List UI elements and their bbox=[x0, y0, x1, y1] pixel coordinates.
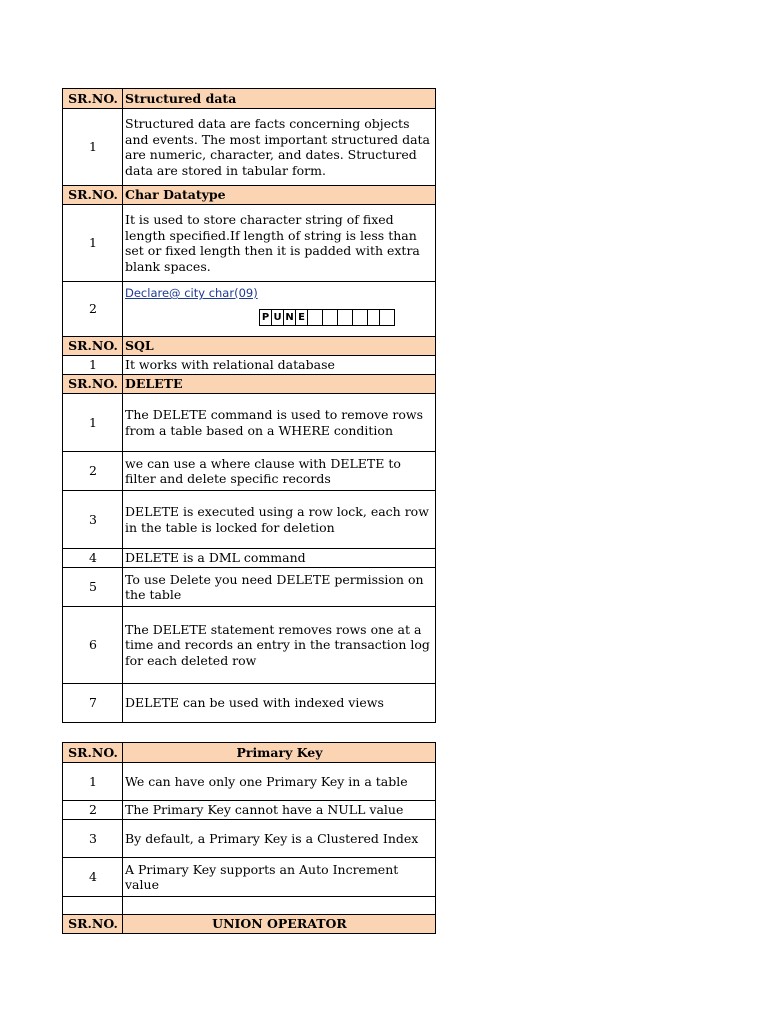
row-number[interactable]: 2 bbox=[63, 801, 123, 820]
section-header-primary-key bbox=[63, 743, 436, 763]
sr-no-header[interactable]: SR.NO. bbox=[63, 186, 123, 205]
sr-no-header[interactable]: SR.NO. bbox=[63, 337, 123, 356]
row-text[interactable]: DELETE can be used with indexed views bbox=[123, 684, 436, 723]
table-row bbox=[63, 684, 436, 723]
table-row bbox=[63, 858, 436, 897]
section-header-char-datatype bbox=[63, 186, 436, 205]
row-number[interactable]: 1 bbox=[63, 356, 123, 375]
char-cell: P bbox=[259, 309, 272, 326]
section-title[interactable]: Char Datatype bbox=[123, 186, 436, 205]
row-text[interactable]: To use Delete you need DELETE permission on the table bbox=[123, 568, 436, 607]
table-row bbox=[63, 763, 436, 801]
table-row bbox=[63, 356, 436, 375]
row-text[interactable]: The DELETE command is used to remove rows from a table based on a WHERE condition bbox=[123, 394, 436, 452]
table-row bbox=[63, 607, 436, 684]
table-row bbox=[63, 205, 436, 282]
char-cell bbox=[307, 309, 323, 326]
row-text[interactable]: Structured data are facts concerning objects and events. The most important structured data are numeric, character, and dates. Structured data are stored in tabular form. bbox=[123, 109, 436, 186]
section-title[interactable]: SQL bbox=[123, 337, 436, 356]
table-row bbox=[63, 109, 436, 186]
row-text[interactable]: The Primary Key cannot have a NULL value bbox=[123, 801, 436, 820]
table-row bbox=[63, 549, 436, 568]
sr-no-header[interactable]: SR.NO. bbox=[63, 375, 123, 394]
row-text[interactable]: We can have only one Primary Key in a table bbox=[123, 763, 436, 801]
row-text[interactable]: DELETE is a DML command bbox=[123, 549, 436, 568]
row-text[interactable]: A Primary Key supports an Auto Increment value bbox=[123, 858, 436, 897]
notes-table-2 bbox=[62, 742, 436, 934]
empty-cell[interactable] bbox=[123, 897, 436, 915]
char-cell bbox=[337, 309, 353, 326]
table-row bbox=[63, 820, 436, 858]
row-number[interactable]: 1 bbox=[63, 205, 123, 282]
section-header-delete bbox=[63, 375, 436, 394]
char-cell: E bbox=[295, 309, 308, 326]
section-title[interactable]: UNION OPERATOR bbox=[123, 915, 436, 934]
section-header-sql bbox=[63, 337, 436, 356]
table-row bbox=[63, 452, 436, 491]
row-text[interactable]: we can use a where clause with DELETE to filter and delete specific records bbox=[123, 452, 436, 491]
declare-example-text: Declare@ city char(09) bbox=[125, 286, 258, 300]
sr-no-header[interactable]: SR.NO. bbox=[63, 89, 123, 109]
row-number[interactable]: 1 bbox=[63, 109, 123, 186]
table-row bbox=[63, 568, 436, 607]
row-number[interactable]: 4 bbox=[63, 549, 123, 568]
row-text[interactable]: It is used to store character string of fixed length specified.If length of string is less than set or fixed length then it is padded with extra blank spaces. bbox=[123, 205, 436, 282]
sr-no-header[interactable]: SR.NO. bbox=[63, 915, 123, 934]
row-number[interactable]: 1 bbox=[63, 394, 123, 452]
row-number[interactable]: 4 bbox=[63, 858, 123, 897]
char-cell: U bbox=[271, 309, 284, 326]
notes-table-1 bbox=[62, 88, 436, 723]
row-number[interactable]: 2 bbox=[63, 452, 123, 491]
section-title[interactable]: DELETE bbox=[123, 375, 436, 394]
section-title[interactable]: Primary Key bbox=[123, 743, 436, 763]
row-text[interactable]: By default, a Primary Key is a Clustered Index bbox=[123, 820, 436, 858]
section-title[interactable]: Structured data bbox=[123, 89, 436, 109]
section-header-union-operator bbox=[63, 915, 436, 934]
row-number[interactable]: 3 bbox=[63, 491, 123, 549]
row-number[interactable]: 6 bbox=[63, 607, 123, 684]
row-text[interactable]: DELETE is executed using a row lock, each row in the table is locked for deletion bbox=[123, 491, 436, 549]
row-number[interactable]: 3 bbox=[63, 820, 123, 858]
table-row bbox=[63, 394, 436, 452]
row-number[interactable]: 2 bbox=[63, 282, 123, 337]
row-number[interactable]: 5 bbox=[63, 568, 123, 607]
section-header-structured-data bbox=[63, 89, 436, 109]
row-text[interactable]: It works with relational database bbox=[123, 356, 436, 375]
empty-row bbox=[63, 897, 436, 915]
row-text[interactable]: The DELETE statement removes rows one at a time and records an entry in the transaction log for each deleted row bbox=[123, 607, 436, 684]
sr-no-header[interactable]: SR.NO. bbox=[63, 743, 123, 763]
char-cell bbox=[322, 309, 338, 326]
char-cell bbox=[352, 309, 368, 326]
empty-cell[interactable] bbox=[63, 897, 123, 915]
row-number[interactable]: 1 bbox=[63, 763, 123, 801]
table-row bbox=[63, 801, 436, 820]
table-row bbox=[63, 491, 436, 549]
row-text-cell[interactable] bbox=[123, 282, 436, 337]
char-storage-cells bbox=[260, 309, 434, 326]
char-cell: N bbox=[283, 309, 296, 326]
table-row bbox=[63, 282, 436, 337]
char-cell bbox=[379, 309, 395, 326]
row-number[interactable]: 7 bbox=[63, 684, 123, 723]
